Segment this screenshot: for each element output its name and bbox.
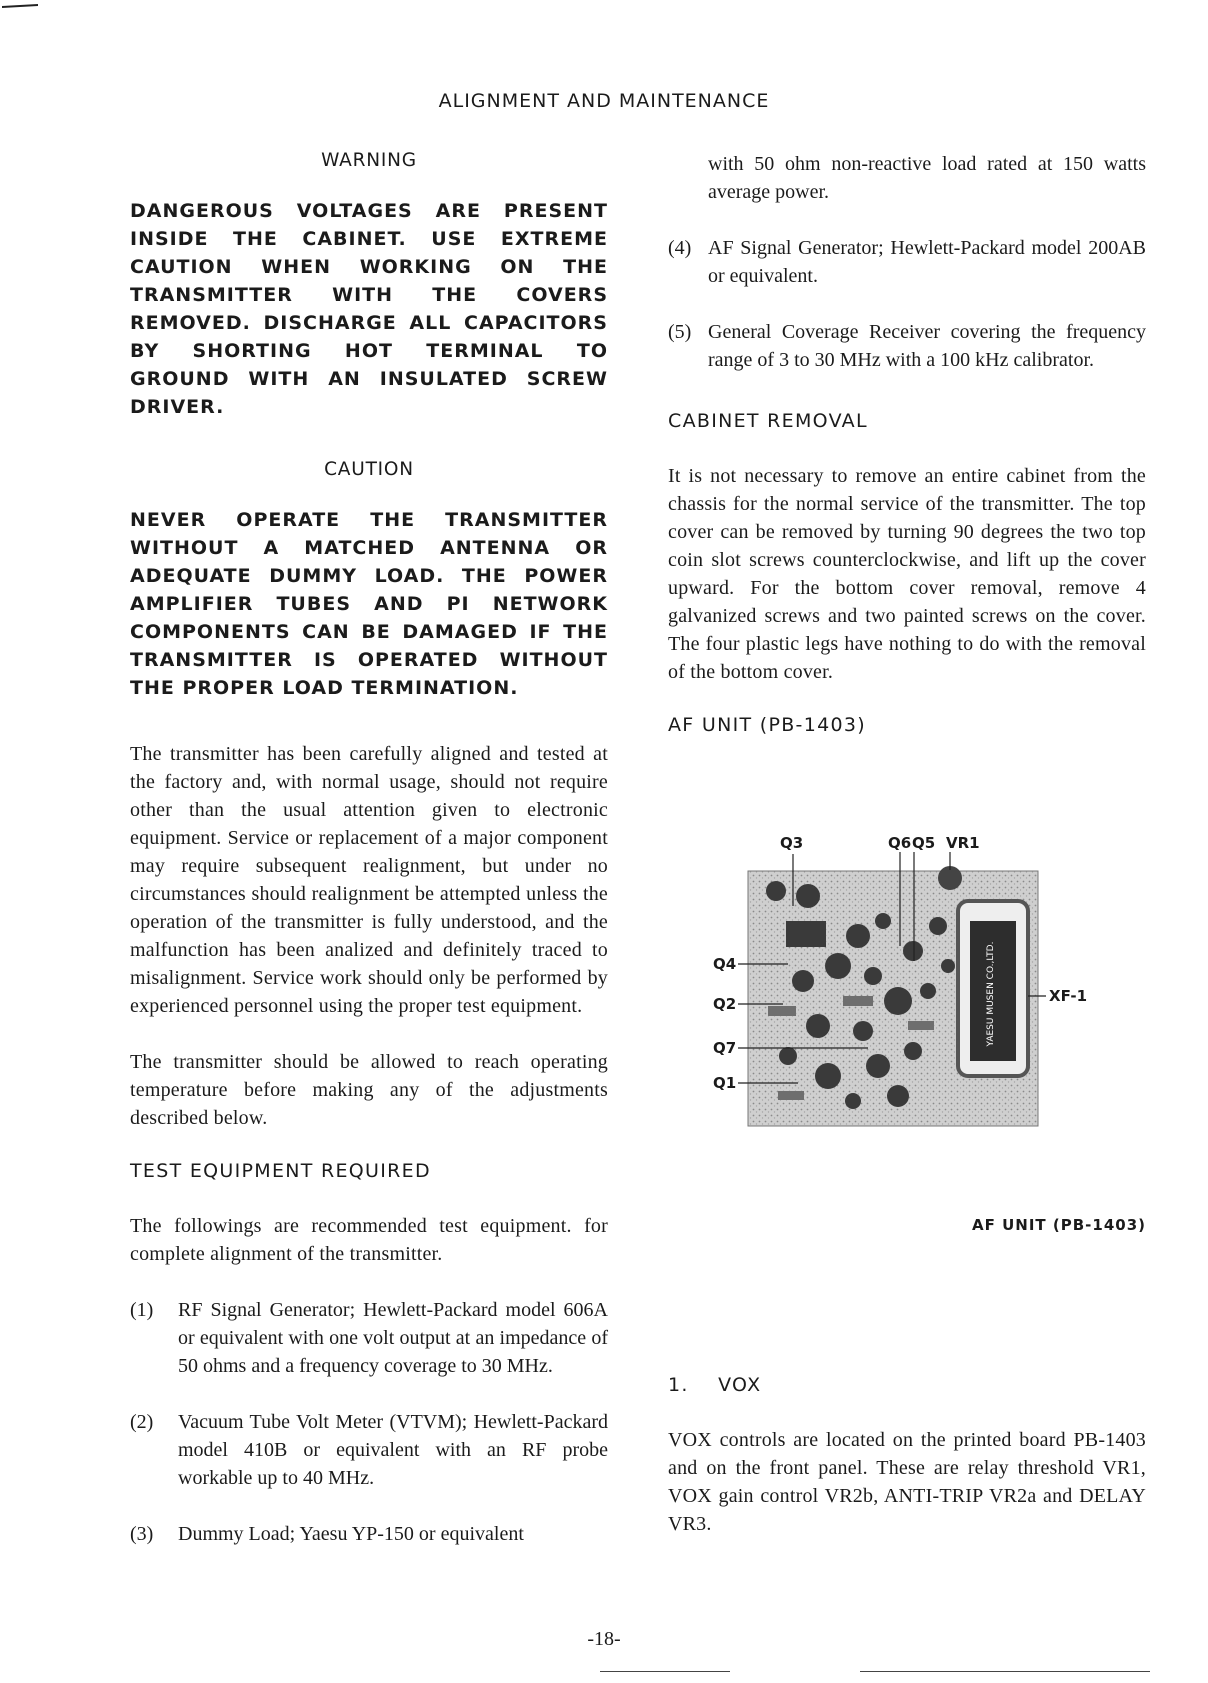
filter-label-text: YAESU MUSEN CO.,LTD. (986, 941, 996, 1047)
list-item (130, 1520, 608, 1548)
label-xf1: XF-1 (1049, 987, 1088, 1005)
page-title: ALIGNMENT AND MAINTENANCE (438, 90, 770, 112)
intro-paragraph-1: The transmitter has been carefully aligned and tested at the factory and, with normal usage, should not require other than the usual attention given to electronic equipment. Service or replacement of a major component may require subsequent realignment, but under no circumstances should realignment be attempted unless the operation of the transmitter is fully understood, and the malfunction has been analized and definitely traced to misalignment. Service work should only be performed by experienced personnel using the proper test equipment. (130, 743, 608, 1017)
list-item-number: (3) (130, 1523, 154, 1545)
af-unit-heading: AF UNIT (PB-1403) (668, 714, 866, 736)
right-column (668, 150, 1146, 1566)
label-q7: Q7 (713, 1039, 737, 1057)
list-item-number: (1) (130, 1299, 154, 1321)
list-item (668, 318, 1146, 374)
page-number: -18- (587, 1628, 621, 1650)
list-item-number: (4) (668, 237, 692, 259)
vox-text: VOX controls are located on the printed board PB-1403 and on the front panel. These are relay threshold VR1, VOX gain control VR2b, ANTI-TRIP VR2a and DELAY VR3. (668, 1429, 1146, 1535)
label-q6: Q6 (888, 834, 912, 852)
list-item-number: (2) (130, 1411, 154, 1433)
list-item-text: Dummy Load; Yaesu YP-150 or equivalent (178, 1523, 524, 1545)
intro-paragraph-2: The transmitter should be allowed to reach operating temperature before making any of the adjustments described below. (130, 1051, 608, 1129)
list-item-text: RF Signal Generator; Hewlett-Packard model 606A or equivalent with one volt output at an impedance of 50 ohms and a frequency coverage to 30 MHz. (178, 1299, 608, 1377)
list-item-text: General Coverage Receiver covering the frequency range of 3 to 30 MHz with a 100 kHz calibrator. (708, 321, 1146, 371)
list-item-number: (5) (668, 321, 692, 343)
list-item (130, 1408, 608, 1492)
label-q3: Q3 (780, 834, 804, 852)
caution-heading: CAUTION (324, 459, 414, 480)
test-equipment-intro: The followings are recommended test equipment. for complete alignment of the transmitter. (130, 1215, 608, 1265)
label-q5: Q5 (912, 834, 936, 852)
figure-caption: AF UNIT (PB-1403) (972, 1216, 1146, 1234)
cabinet-removal-heading: CABINET REMOVAL (668, 410, 868, 432)
footer-rule (600, 1671, 730, 1672)
list-item-text: Vacuum Tube Volt Meter (VTVM); Hewlett-Packard model 410B or equivalent with an RF probe workable up to 40 MHz. (178, 1411, 608, 1489)
list-item (130, 1296, 608, 1380)
label-q2: Q2 (713, 995, 737, 1013)
label-q1: Q1 (713, 1074, 737, 1092)
list-item-text: AF Signal Generator; Hewlett-Packard model 200AB or equivalent. (708, 237, 1146, 287)
left-column (130, 150, 608, 1576)
label-vr1: VR1 (946, 834, 980, 852)
caution-text: NEVER OPERATE THE TRANSMITTER WITHOUT A MATCHED ANTENNA OR ADEQUATE DUMMY LOAD. THE POWER AMPLIFIER TUBES AND PI NETWORK COMPONENTS CAN BE DAMAGED IF THE TRANSMITTER IS OPERATED WITHOUT THE PROPER LOAD TERMINATION. (130, 509, 608, 699)
vox-heading: 1. VOX (668, 1374, 762, 1396)
footer-rule (860, 1671, 1150, 1672)
test-equipment-heading: TEST EQUIPMENT REQUIRED (130, 1160, 431, 1182)
warning-heading: WARNING (321, 150, 417, 171)
af-unit-photo (668, 826, 1146, 1206)
circuit-board-photo (668, 826, 1146, 1206)
scan-corner-mark (2, 2, 38, 8)
warning-text: DANGEROUS VOLTAGES ARE PRESENT INSIDE THE CABINET. USE EXTREME CAUTION WHEN WORKING ON THE TRANSMITTER WITH THE COVERS REMOVED. DISCHARGE ALL CAPACITORS BY SHORTING HOT TERMINAL TO GROUND WITH AN INSULATED SCREW DRIVER. (130, 200, 608, 418)
list-item-3-continued: with 50 ohm non-reactive load rated at 150 watts average power. (708, 153, 1146, 203)
cabinet-removal-text: It is not necessary to remove an entire cabinet from the chassis for the normal service of the transmitter. The top cover can be removed by turning 90 degrees the two top coin slot screws counterclockwise, and lift up the cover upward. For the bottom cover removal, remove 4 galvanized screws and two painted screws on the cover. The four plastic legs have nothing to do with the removal of the bottom cover. (668, 465, 1146, 683)
label-q4: Q4 (713, 955, 737, 973)
list-item (668, 234, 1146, 290)
